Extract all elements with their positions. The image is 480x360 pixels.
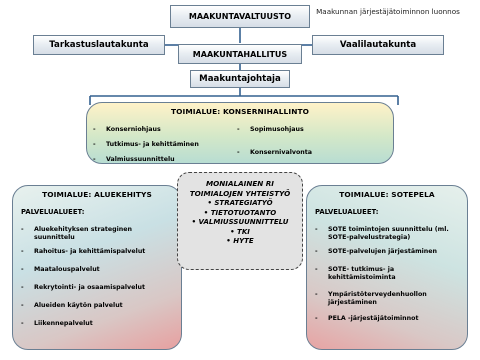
bullet-icon: • xyxy=(203,208,211,217)
sotepela-title: TOIMIALUE: SOTEPELA xyxy=(339,190,435,199)
maakuntajohtaja-box xyxy=(190,70,290,88)
konserni-item: - Tutkimus- ja kehittäminen xyxy=(91,141,231,149)
sotepela-item: - Ympäristöterveydenhuollon järjestäminen xyxy=(313,291,461,307)
bullet-icon: • xyxy=(191,218,199,226)
draft-note-text: Maakunnan järjestäjätoiminnon luonnos xyxy=(316,7,460,16)
konserni-right-list xyxy=(235,126,385,157)
bullet-icon: • xyxy=(230,227,238,236)
yhteistyo-item xyxy=(182,218,298,228)
sotepela-item: - SOTE-palvelujen järjestäminen xyxy=(313,248,461,256)
aluekehitys-item: - Rekrytointi- ja osaamispalvelut xyxy=(19,284,169,292)
maakuntajohtaja-label: Maakuntajohtaja xyxy=(199,74,281,84)
yhteistyo-box xyxy=(177,172,303,270)
aluekehitys-subtitle: PALVELUALUEET: xyxy=(21,208,85,216)
sotepela-subtitle: PALVELUALUEET: xyxy=(315,208,379,216)
konsernihallinto-panel xyxy=(86,102,394,164)
yhteistyo-item-label: TKI xyxy=(237,227,250,236)
aluekehitys-item: - Maatalouspalvelut xyxy=(19,266,169,274)
yhteistyo-item xyxy=(182,237,298,247)
sotepela-item: - PELA -järjestäjätoiminnot xyxy=(313,315,461,323)
sotepela-item: - SOTE- tutkimus- ja kehittämistoiminta xyxy=(313,266,461,282)
konserni-item: - Sopimusohjaus xyxy=(235,126,385,134)
yhteistyo-item xyxy=(182,199,298,209)
draft-note xyxy=(313,7,463,17)
aluekehitys-title: TOIMIALUE: ALUEKEHITYS xyxy=(42,190,152,199)
vaalilautakunta-box xyxy=(312,35,444,55)
maakuntavaltuusto-box xyxy=(170,5,310,28)
yhteistyo-item-label: STRATEGIATYÖ xyxy=(214,199,273,207)
sotepela-panel xyxy=(306,185,468,350)
yhteistyo-title: MONIALAINEN RI TOIMIALOJEN YHTEISTYÖ xyxy=(189,179,291,198)
konsernihallinto-title: TOIMIALUE: KONSERNIHALLINTO xyxy=(170,107,310,116)
bullet-icon: • xyxy=(207,199,215,207)
maakuntahallitus-box xyxy=(178,44,302,64)
konserni-item: - Konsernivalvonta xyxy=(235,149,385,157)
vaalilautakunta-label: Vaalilautakunta xyxy=(339,40,417,50)
konserni-left-list xyxy=(91,126,231,164)
yhteistyo-item xyxy=(182,209,298,219)
maakuntavaltuusto-label: MAAKUNTAVALTUUSTO xyxy=(188,12,292,21)
yhteistyo-item xyxy=(182,228,298,238)
yhteistyo-item-label: HYTE xyxy=(233,237,254,245)
sotepela-item: - SOTE toimintojen suunnittelu (ml. SOTE-palvelustrategia) xyxy=(313,226,461,242)
sotepela-list xyxy=(313,226,461,323)
aluekehitys-item: - Aluekehityksen strateginen suunnittelu xyxy=(19,226,169,242)
tarkastuslautakunta-label: Tarkastuslautakunta xyxy=(49,40,149,50)
maakuntahallitus-label: MAAKUNTAHALLITUS xyxy=(192,49,288,59)
yhteistyo-item-label: VALMIUSSUUNNITTELU xyxy=(198,218,289,226)
aluekehitys-item: - Rahoitus- ja kehittämispalvelut xyxy=(19,248,169,256)
konserni-item: - Valmiussuunnittelu xyxy=(91,156,231,164)
aluekehitys-item: - Alueiden käytön palvelut xyxy=(19,302,169,310)
yhteistyo-item-label: TIETOTUOTANTO xyxy=(210,208,277,217)
aluekehitys-item: - Liikennepalvelut xyxy=(19,320,169,328)
bullet-icon: • xyxy=(226,237,234,245)
aluekehitys-list xyxy=(19,226,169,328)
tarkastuslautakunta-box xyxy=(33,35,165,55)
aluekehitys-panel xyxy=(12,185,182,350)
yhteistyo-list xyxy=(182,199,298,247)
konserni-item: - Konserniohjaus xyxy=(91,126,231,134)
